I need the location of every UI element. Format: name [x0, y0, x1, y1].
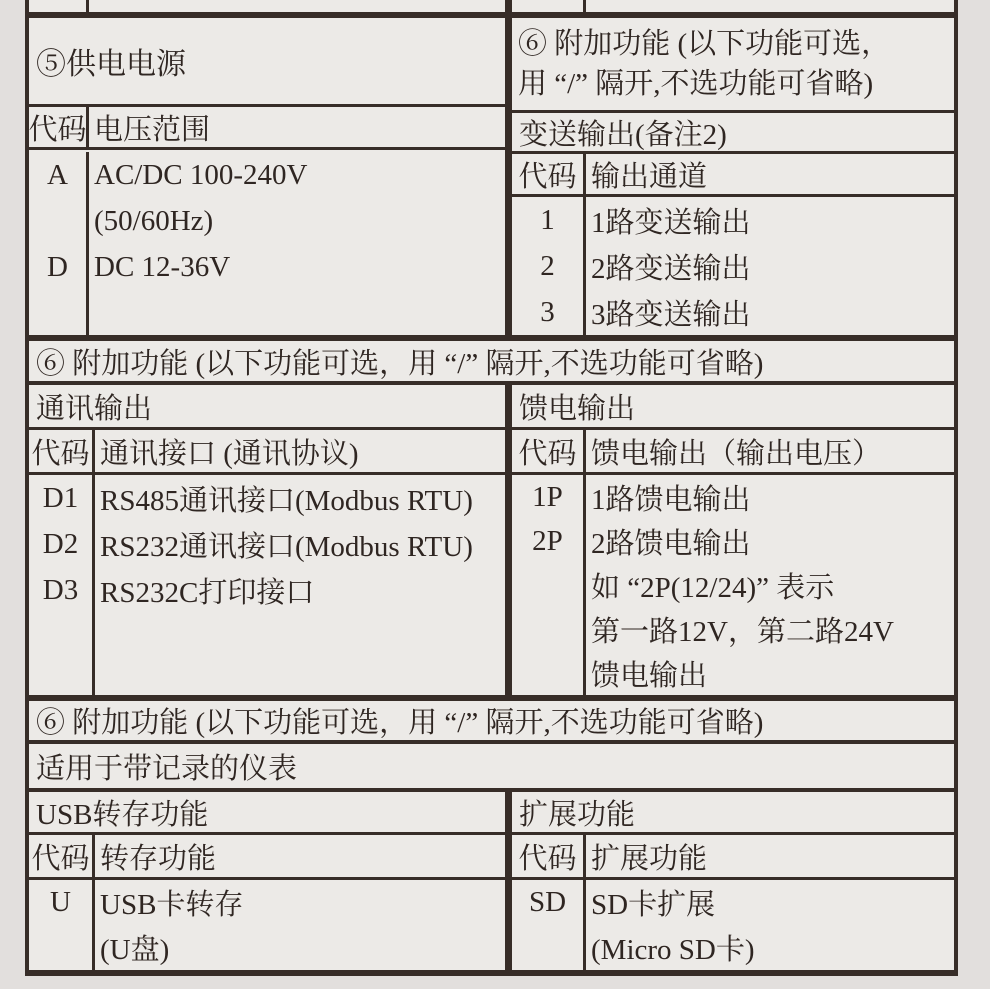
sd-data: [512, 880, 954, 970]
transmit-code: 2: [540, 249, 555, 282]
addon-note-line1: ⑥ 附加功能 (以下功能可选，: [518, 28, 891, 60]
comm-code-header: 代码: [29, 430, 95, 472]
comm-header-row: [29, 430, 505, 475]
transmit-data: [512, 197, 954, 335]
power-value: AC/DC 100-240V: [94, 158, 308, 191]
comm-value-col: [95, 475, 505, 695]
transmit-code-header: 代码: [512, 154, 586, 194]
sd-code: SD: [528, 886, 567, 918]
sd-value-col: [586, 880, 954, 970]
table-body: [25, 12, 958, 976]
addon-note-line2: 用 “/” 隔开,不选功能可省略): [518, 68, 874, 100]
feed-value: 馈电输出: [591, 659, 708, 692]
feed-subheader: 馈电输出: [512, 385, 954, 430]
power-value-col: [89, 152, 505, 335]
comm-code: D2: [42, 527, 79, 560]
sd-desc-header: 扩展功能: [591, 842, 708, 875]
transmit-code: 3: [540, 295, 555, 328]
feed-code: 2P: [532, 524, 563, 557]
power-desc-header: 电压范围: [94, 113, 211, 146]
usb-data: [29, 880, 505, 970]
usb-pane: [29, 792, 505, 970]
comm-value: RS232通讯接口(Modbus RTU): [100, 530, 473, 563]
comm-code: D3: [42, 573, 79, 606]
transmit-pane: [512, 18, 954, 335]
mid-divider: [505, 385, 512, 695]
sd-code-header: 代码: [512, 835, 586, 877]
feed-value: 2路馈电输出: [591, 527, 751, 560]
sd-header-row: [512, 835, 954, 880]
addon-note-topright: [512, 18, 954, 113]
feed-code: [512, 607, 583, 651]
power-pane: [29, 18, 505, 335]
sd-subheader: 扩展功能: [512, 792, 954, 835]
sd-code: [512, 925, 583, 970]
mid-divider: [505, 18, 512, 335]
comm-subheader: 通讯输出: [29, 385, 505, 430]
usb-header-row: [29, 835, 505, 880]
feed-header-row: [512, 430, 954, 475]
comm-value: RS485通讯接口(Modbus RTU): [100, 484, 473, 517]
feed-code: 1P: [532, 480, 563, 513]
stub-divider-left: [86, 0, 89, 12]
transmit-subheader: 变送输出(备注2): [512, 113, 954, 154]
usb-code: U: [50, 886, 71, 918]
power-header-row: [29, 107, 505, 150]
feed-desc-header: 馈电输出（输出电压）: [591, 437, 882, 470]
feed-value: 第一路12V，第二路24V: [591, 615, 894, 648]
usb-desc-header: 转存功能: [100, 842, 217, 875]
addon-note-row-2: ⑥ 附加功能 (以下功能可选，用 “/” 隔开,不选功能可省略): [29, 695, 954, 744]
section-usb-sd: [29, 792, 954, 970]
transmit-desc-header: 输出通道: [591, 160, 708, 193]
comm-data: [29, 475, 505, 695]
sd-value: SD卡扩展: [591, 889, 716, 921]
usb-value: (U盘): [100, 934, 170, 966]
feed-pane: [512, 385, 954, 695]
comm-code: D1: [42, 481, 79, 514]
section-comm-feed: [29, 385, 954, 695]
transmit-value: 2路变送输出: [591, 252, 751, 285]
feed-value-col: [586, 475, 954, 695]
stub-divider-mid: [505, 0, 512, 12]
power-code: A: [47, 158, 68, 191]
power-title: ⑤供电电源: [29, 18, 505, 107]
usb-code-header: 代码: [29, 835, 95, 877]
power-code-header: 代码: [29, 107, 89, 147]
power-code: D: [47, 250, 68, 283]
usb-code: [29, 925, 92, 970]
comm-pane: [29, 385, 505, 695]
power-data: [29, 150, 505, 335]
power-code: [29, 198, 86, 244]
section-power-transmit: [29, 18, 954, 335]
feed-value: 1路馈电输出: [591, 483, 751, 516]
power-code-col: [29, 152, 89, 335]
comm-value: RS232C打印接口: [100, 576, 315, 609]
transmit-code: 1: [540, 203, 555, 236]
previous-table-stub-row: [25, 0, 958, 12]
stub-divider-right: [583, 0, 586, 12]
mid-divider: [505, 792, 512, 970]
usb-subheader: USB转存功能: [29, 792, 505, 835]
feed-code: [512, 563, 583, 607]
sd-pane: [512, 792, 954, 970]
record-note-row: 适用于带记录的仪表: [29, 744, 954, 792]
usb-value: USB卡转存: [100, 889, 244, 921]
power-value: (50/60Hz): [94, 204, 214, 237]
transmit-value: 1路变送输出: [591, 206, 751, 239]
ordering-code-table: [25, 0, 958, 976]
transmit-code-col: [512, 197, 586, 335]
feed-code-header: 代码: [512, 430, 586, 472]
power-value: DC 12-36V: [94, 250, 231, 283]
feed-value: 如 “2P(12/24)” 表示: [591, 571, 835, 604]
usb-value-col: [95, 880, 505, 970]
comm-desc-header: 通讯接口 (通讯协议): [100, 437, 359, 470]
addon-note-row-1: ⑥ 附加功能 (以下功能可选，用 “/” 隔开,不选功能可省略): [29, 335, 954, 385]
feed-code: [512, 651, 583, 695]
feed-code-col: [512, 475, 586, 695]
usb-code-col: [29, 880, 95, 970]
transmit-header-row: [512, 154, 954, 197]
transmit-value: 3路变送输出: [591, 298, 751, 331]
transmit-value-col: [586, 197, 954, 335]
comm-code-col: [29, 475, 95, 695]
sd-code-col: [512, 880, 586, 970]
feed-data: [512, 475, 954, 695]
sd-value: (Micro SD卡): [591, 934, 755, 966]
